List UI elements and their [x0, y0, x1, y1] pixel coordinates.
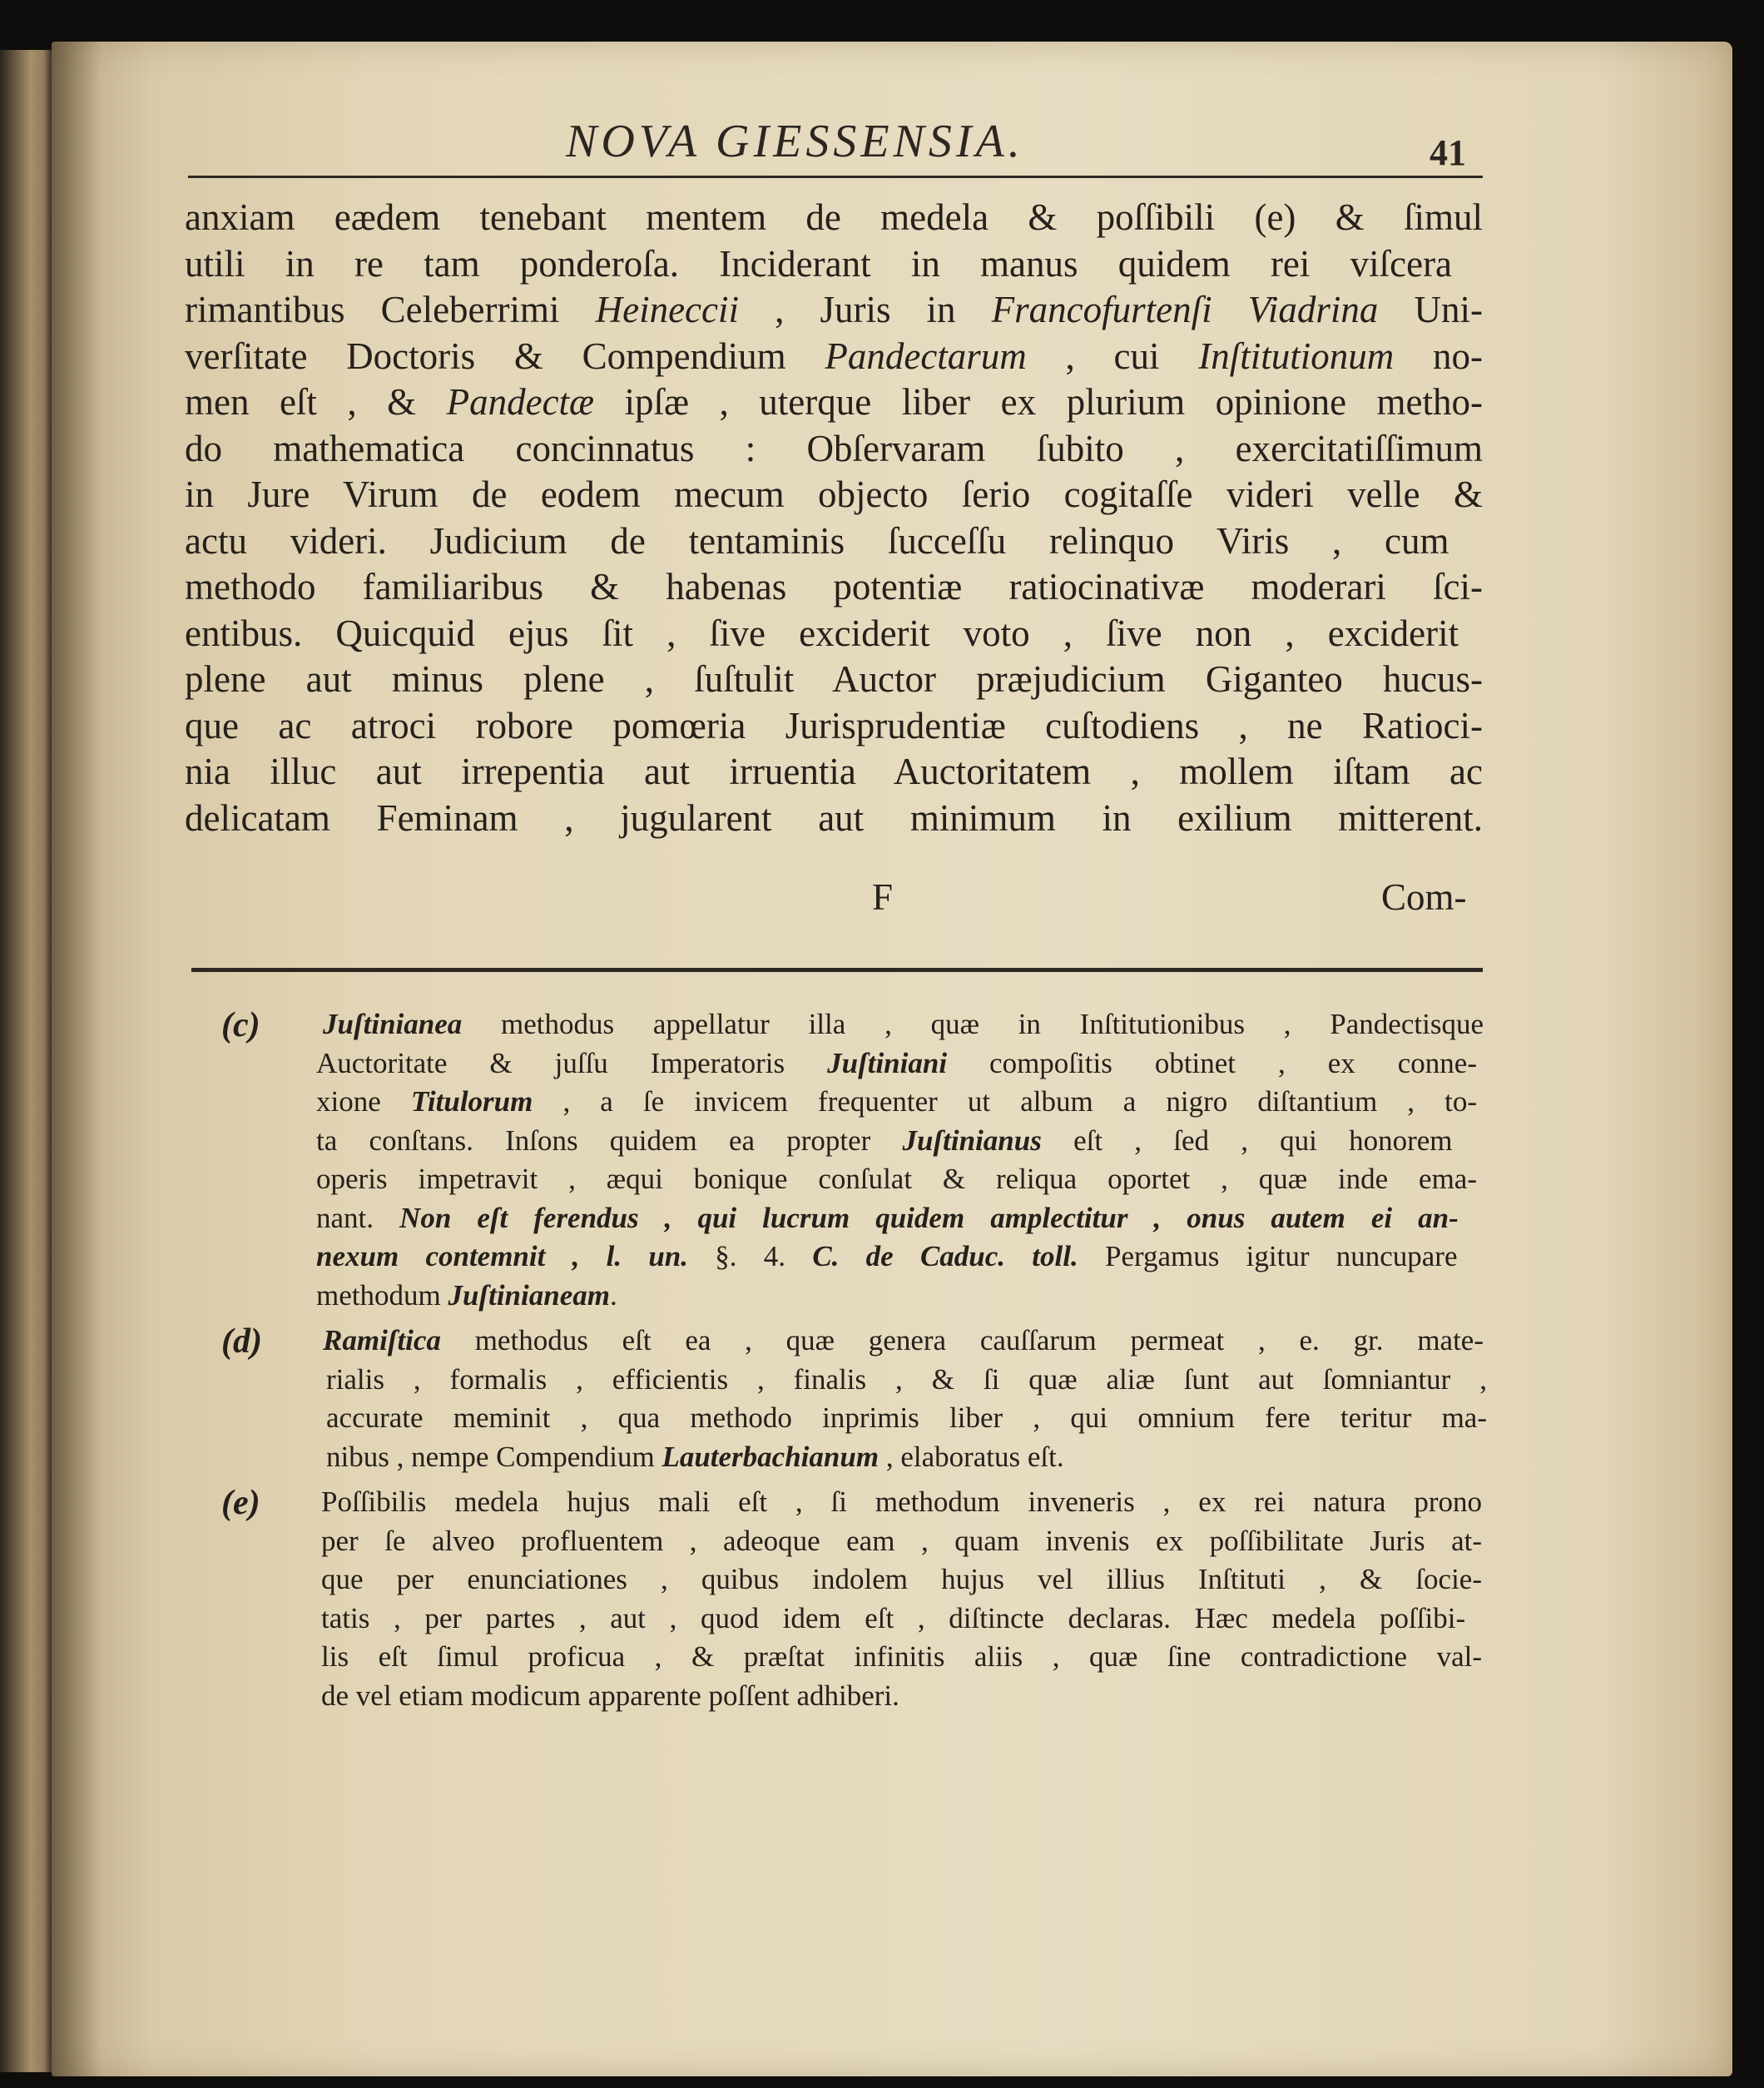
footnote-line	[316, 1199, 1485, 1238]
text-run: , Juris in	[739, 289, 992, 330]
footnote-line	[316, 1237, 1485, 1277]
footnote-line-text	[316, 1199, 1459, 1238]
italic-run: Juſtinianea	[323, 1008, 463, 1040]
main-line	[185, 379, 1483, 426]
text-run: nia illuc aut irrepentia aut irruentia Auctoritatem , mollem iſtam ac	[185, 751, 1483, 792]
main-line	[185, 703, 1483, 750]
text-run: do mathematica concinnatus : Obſervaram ſubito , exercitatiſſimum	[185, 427, 1483, 469]
main-line	[185, 241, 1483, 288]
text-run: delicatam Feminam , jugularent aut minimum in exilium mitterent.	[185, 796, 1483, 839]
italic-run: Francofurtenſi Viadrina	[991, 289, 1379, 330]
footnote-line-text	[316, 1237, 1458, 1277]
footnote-line-text	[321, 1560, 1482, 1599]
text-run: §. 4.	[688, 1240, 813, 1272]
main-line-text	[185, 749, 1483, 796]
main-line	[185, 472, 1483, 518]
main-line-text	[185, 611, 1459, 657]
italic-run: Juſtinianus	[902, 1123, 1042, 1157]
italic-run: Pandectarum	[825, 335, 1027, 377]
footnote-line	[321, 1560, 1485, 1599]
footnote-line-text	[326, 1438, 1485, 1477]
footnote-line-text	[316, 1277, 1485, 1316]
text-run: rimantibus Celeberrimi	[185, 289, 596, 330]
footnote-marker: (c)	[221, 1006, 260, 1044]
book-left-edge	[0, 50, 52, 2072]
footnote	[221, 1005, 1485, 1315]
text-run: accurate meminit , qua methodo inprimis liber , qui omnium fere teritur ma-	[326, 1401, 1487, 1434]
text-run: actu videri. Judicium de tentaminis ſucceſſu relinquo Viris , cum	[185, 519, 1449, 562]
main-line-text	[185, 518, 1449, 565]
gutter-shadow	[52, 42, 102, 2076]
footnote-line	[321, 1483, 1485, 1522]
main-line	[185, 195, 1483, 241]
main-line	[185, 518, 1483, 565]
footnote-line-text	[321, 1483, 1482, 1522]
text-run: , cui	[1026, 335, 1199, 377]
text-run: compoſitis obtinet , ex conne-	[947, 1046, 1477, 1079]
text-run: ipſæ , uterque liber ex plurium opinione metho-	[594, 381, 1483, 423]
footnote-line-text	[323, 1322, 1484, 1361]
footnote-marker: (d)	[221, 1322, 262, 1361]
text-run: anxiam eædem tenebant mentem de medela & poſſibili (e) & ſimul	[185, 196, 1483, 238]
footnote-line	[316, 1083, 1485, 1122]
text-run: , elaboratus eſt.	[879, 1440, 1064, 1473]
main-line	[185, 657, 1483, 703]
text-run: methodus eſt ea , quæ genera cauſſarum permeat , e. gr. mate-	[440, 1324, 1484, 1356]
main-line	[185, 426, 1483, 473]
main-line-text	[185, 287, 1483, 334]
footnote-line-text	[321, 1638, 1482, 1677]
text-run: Auctoritate & juſſu Imperatoris	[316, 1046, 828, 1079]
main-line-text	[185, 334, 1483, 380]
footnote-line	[321, 1677, 1485, 1716]
italic-run: Juſtinianeam	[448, 1278, 610, 1312]
footnote-line	[316, 1160, 1485, 1199]
text-run: que ac atroci robore pomœria Jurisprudentiæ cuſtodiens , ne Ratioci-	[185, 704, 1483, 746]
text-run: men eſt , &	[185, 381, 447, 423]
text-run: de vel etiam modicum apparente poſſent adhiberi.	[321, 1679, 899, 1712]
footnote	[221, 1322, 1487, 1476]
text-run: methodus appellatur illa , quæ in Inſtitutionibus , Pandectisque	[462, 1008, 1484, 1040]
footnote-line	[321, 1638, 1485, 1677]
footnote-line	[321, 1599, 1485, 1639]
main-line-text	[185, 703, 1483, 750]
text-run: tatis , per partes , aut , quod idem eſt , diſtincte declaras. Hæc medela poſſibi-	[321, 1601, 1466, 1634]
text-run: .	[609, 1278, 617, 1312]
main-line	[185, 796, 1483, 842]
text-run: xione	[316, 1085, 411, 1118]
text-run: Pergamus igitur nuncupare	[1078, 1240, 1458, 1272]
text-run: methodum	[316, 1278, 448, 1312]
footnote	[221, 1483, 1485, 1715]
footnote-line-text	[326, 1361, 1487, 1400]
main-line-text	[185, 195, 1483, 241]
text-run: methodo familiaribus & habenas potentiæ ratiocinativæ moderari ſci-	[185, 566, 1483, 608]
main-line-text	[185, 657, 1483, 703]
text-run: nibus , nempe Compendium	[326, 1440, 662, 1473]
footnote-line	[323, 1005, 1485, 1044]
italic-run: Lauterbachianum	[662, 1440, 880, 1473]
catchword: Com-	[1381, 876, 1467, 918]
footnote-line-text	[316, 1044, 1477, 1084]
footnote-line-text	[316, 1122, 1453, 1161]
footnote-line	[316, 1044, 1485, 1084]
footnote-line	[326, 1399, 1485, 1438]
italic-run: Juſtiniani	[827, 1046, 948, 1079]
text-run: Poſſibilis medela hujus mali eſt , ſi methodum inveneris , ex rei natura prono	[321, 1485, 1482, 1518]
text-run: no-	[1394, 335, 1483, 377]
main-line	[185, 749, 1483, 796]
main-line-text	[185, 472, 1483, 518]
italic-run: Inſtitutionum	[1198, 335, 1395, 377]
main-line	[185, 334, 1483, 380]
footnote-line	[323, 1322, 1485, 1361]
text-run: Uni-	[1378, 289, 1483, 330]
text-run: plene aut minus plene , ſuſtulit Auctor præjudicium Giganteo hucus-	[185, 658, 1483, 700]
text-run: nant.	[316, 1201, 400, 1234]
main-line	[185, 611, 1483, 657]
footnote-rule	[191, 968, 1483, 972]
footnote-line	[316, 1277, 1485, 1316]
footnote-line	[316, 1122, 1485, 1161]
italic-run: C. de Caduc. toll.	[812, 1240, 1078, 1272]
text-run: lis eſt ſimul proficua , & præſtat infinitis aliis , quæ ſine contradictione val-	[321, 1640, 1482, 1673]
footnote-line-text	[321, 1522, 1482, 1561]
text-run: utili in re tam ponderoſa. Inciderant in manus quidem rei viſcera	[185, 242, 1453, 285]
italic-run: Pandectæ	[446, 381, 595, 423]
italic-run: Ramiſtica	[323, 1324, 441, 1356]
footnote-line	[326, 1438, 1485, 1477]
footnote-line-text	[316, 1083, 1477, 1122]
footnote-line-text	[321, 1677, 1485, 1716]
text-run: que per enunciationes , quibus indolem hujus vel illius Inſtituti , & ſocie-	[321, 1563, 1482, 1595]
main-line-text	[185, 564, 1483, 611]
running-head: NOVA GIESSENSIA.	[566, 116, 1024, 167]
footnote-line-text	[323, 1005, 1484, 1044]
header-rule	[188, 176, 1483, 178]
italic-run: nexum contemnit , l. un.	[316, 1240, 689, 1272]
text-run: rialis , formalis , efficientis , finalis , & ſi quæ aliæ ſunt aut ſomniantur ,	[326, 1362, 1487, 1396]
main-text	[185, 195, 1483, 841]
page-number: 41	[1430, 132, 1466, 173]
footnote-marker: (e)	[221, 1484, 260, 1522]
italic-run: Heineccii	[595, 289, 739, 330]
signature-mark: F	[872, 876, 894, 918]
text-run: , a ſe invicem frequenter ut album a nigro diſtantium , to-	[533, 1085, 1477, 1118]
footnote-line	[321, 1522, 1485, 1561]
main-line	[185, 287, 1483, 334]
italic-run: Non eſt ferendus , qui lucrum quidem amplectitur , onus autem ei an-	[399, 1201, 1459, 1234]
footnote-line	[326, 1361, 1485, 1400]
footnote-line-text	[321, 1599, 1465, 1639]
italic-run: Titulorum	[410, 1085, 533, 1118]
footnote-line-text	[316, 1160, 1477, 1199]
footnotes	[221, 1005, 1487, 1722]
text-run: eſt , ſed , qui honorem	[1041, 1123, 1453, 1157]
main-line-text	[185, 426, 1483, 473]
main-line-text	[185, 379, 1483, 426]
footnote-line-text	[326, 1399, 1487, 1438]
text-run: per ſe alveo profluentem , adeoque eam , quam invenis ex poſſibilitate Juris at-	[321, 1524, 1482, 1557]
text-run: verſitate Doctoris & Compendium	[185, 335, 825, 377]
text-run: entibus. Quicquid ejus ſit , ſive exciderit voto , ſive non , exciderit	[185, 612, 1459, 654]
main-line-text	[185, 796, 1483, 842]
text-run: ta conſtans. Inſons quidem ea propter	[316, 1123, 903, 1157]
text-run: in Jure Virum de eodem mecum objecto ſerio cogitaſſe videri velle &	[185, 474, 1483, 515]
main-line	[185, 564, 1483, 611]
text-run: operis impetravit , æqui bonique conſulat & reliqua oportet , quæ inde ema-	[316, 1163, 1477, 1195]
main-line-text	[185, 241, 1452, 288]
